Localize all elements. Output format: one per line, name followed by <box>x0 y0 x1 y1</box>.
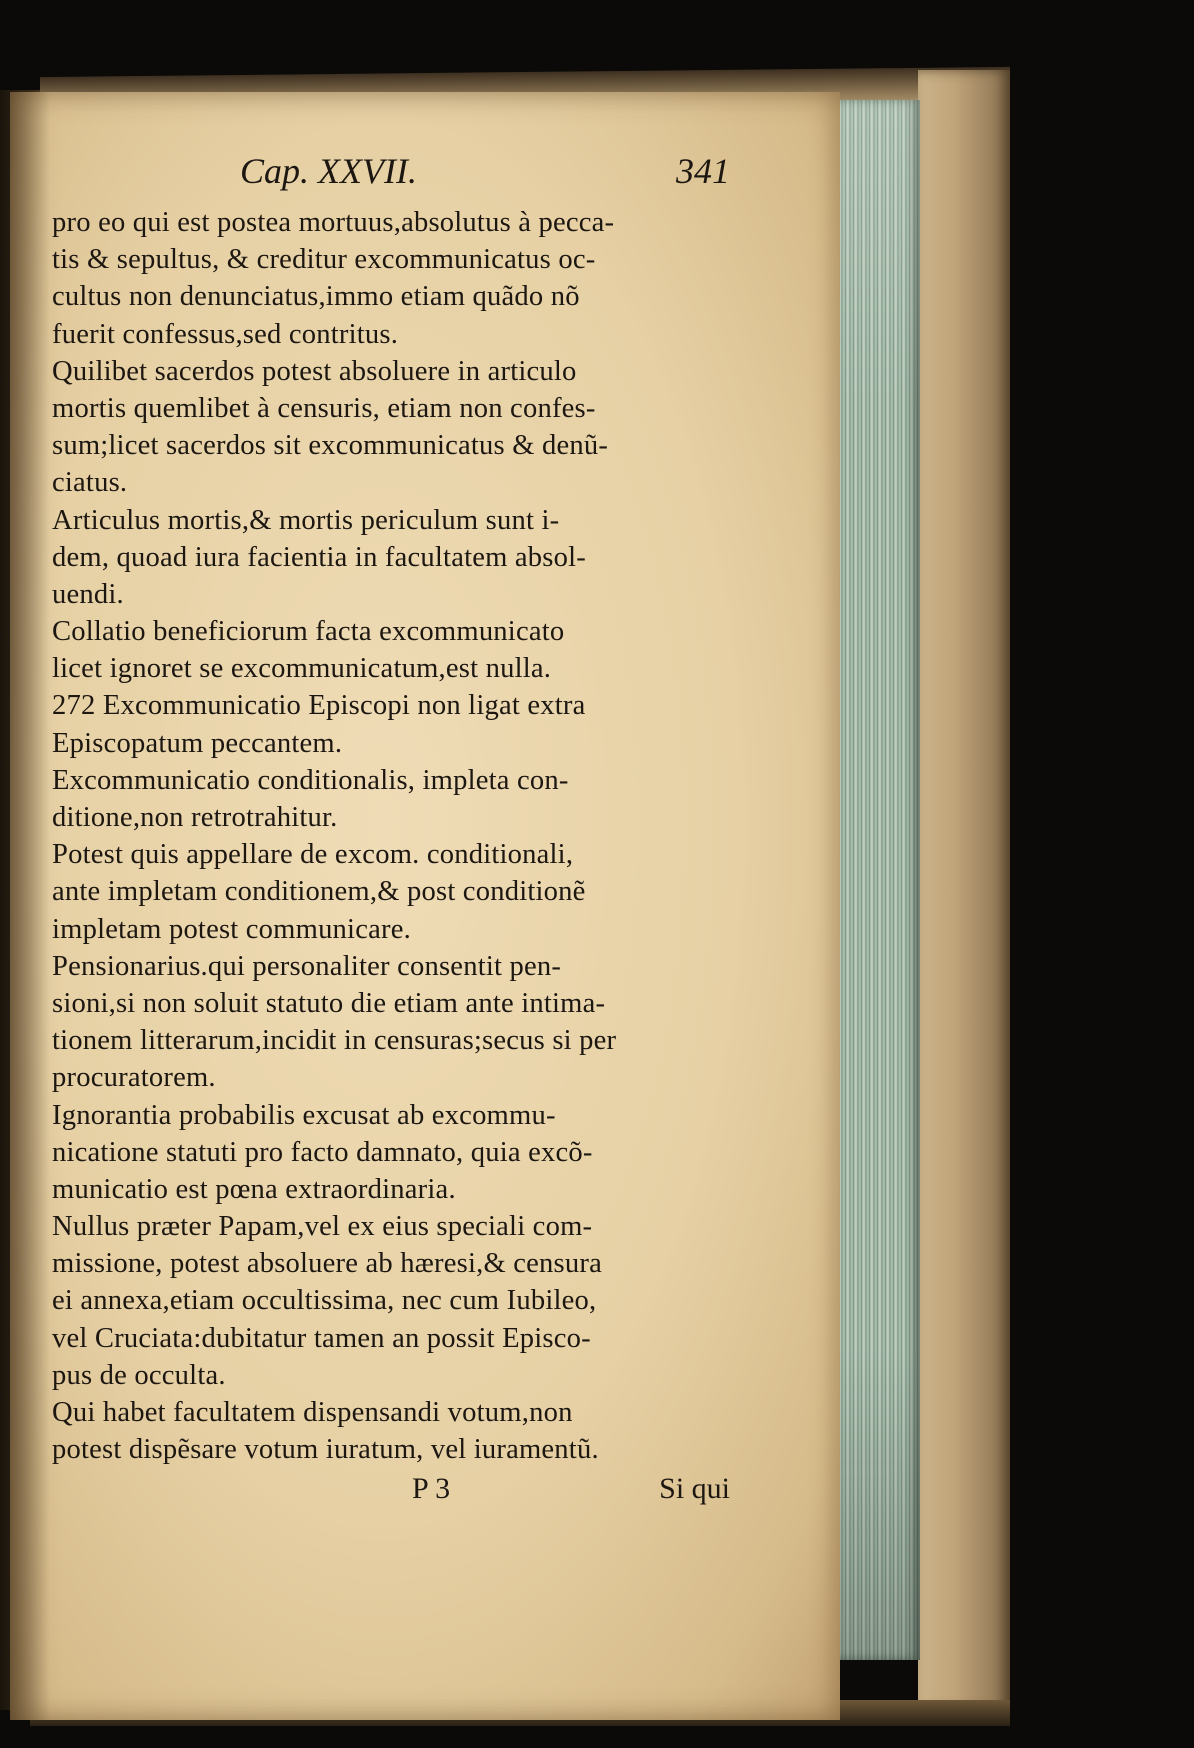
signature-mark: P 3 <box>412 1472 451 1506</box>
text-line: cultus non denunciatus,immo etiam quãdo nõ <box>52 281 580 313</box>
text-line: licet ignoret se excommunicatum,est nulla. <box>52 653 552 685</box>
text-line: potest dispẽsare votum iuratum, vel iuramentũ. <box>52 1434 599 1466</box>
catchword: Si qui <box>659 1472 730 1506</box>
text-line: pus de occulta. <box>52 1359 226 1391</box>
page-number: 341 <box>676 151 730 191</box>
page-footer <box>52 1472 732 1512</box>
text-line: missione, potest absoluere ab hæresi,& censura <box>52 1248 602 1280</box>
text-line: Qui habet facultatem dispensandi votum,non <box>52 1397 573 1428</box>
text-line: ei annexa,etiam occultissima, nec cum Iubileo, <box>52 1285 597 1317</box>
running-header <box>52 150 732 204</box>
text-line: municatio est pœna extraordinaria. <box>52 1173 456 1205</box>
page-gutter-shadow <box>10 92 50 1720</box>
book-cover-right <box>918 70 1010 1710</box>
text-line: Excommunicatio conditionalis, impleta con- <box>52 764 569 796</box>
text-line: ditione,non retrotrahitur. <box>52 802 338 833</box>
text-line: pro eo qui est postea mortuus,absolutus à pecca- <box>52 207 615 238</box>
text-line: Collatio beneficiorum facta excommunicato <box>52 616 565 648</box>
text-line: Articulus mortis,& mortis periculum sunt i- <box>52 504 560 536</box>
text-line: Potest quis appellare de excom. conditionali, <box>52 839 574 871</box>
text-line: sioni,si non soluit statuto die etiam ante intima- <box>52 987 606 1019</box>
text-line: 272 Excommunicatio Episcopi non ligat extra <box>52 690 586 722</box>
text-line: Nullus præter Papam,vel ex eius speciali com- <box>52 1211 593 1243</box>
text-line: fuerit confessus,sed contritus. <box>52 318 399 350</box>
text-line: ciatus. <box>52 467 128 499</box>
text-line: mortis quemlibet à censuris, etiam non confes- <box>52 392 596 424</box>
text-line: tis & sepultus, & creditur excommunicatus oc- <box>52 244 596 276</box>
text-line: tionem litterarum,incidit in censuras;secus si per <box>52 1025 617 1057</box>
text-line: vel Cruciata:dubitatur tamen an possit Episco- <box>52 1322 591 1354</box>
chapter-heading: Cap. XXVII. <box>240 151 417 191</box>
text-line: Episcopatum peccantem. <box>52 727 343 759</box>
text-line: procuratorem. <box>52 1062 216 1094</box>
text-line: dem, quoad iura facientia in facultatem absol- <box>52 541 586 573</box>
page-text-block <box>52 150 732 1512</box>
text-line: uendi. <box>52 578 124 610</box>
text-line: Ignorantia probabilis excusat ab excommu- <box>52 1099 556 1131</box>
text-line: nicatione statuti pro facto damnato, quia excõ- <box>52 1136 593 1168</box>
text-line: Quilibet sacerdos potest absoluere in articulo <box>52 355 577 387</box>
text-line: ante impletam conditionem,& post conditionẽ <box>52 876 586 908</box>
text-line: Pensionarius.qui personaliter consentit pen- <box>52 950 562 982</box>
text-line: sum;licet sacerdos sit excommunicatus & denũ- <box>52 430 609 462</box>
text-line: impletam potest communicare. <box>52 913 411 945</box>
